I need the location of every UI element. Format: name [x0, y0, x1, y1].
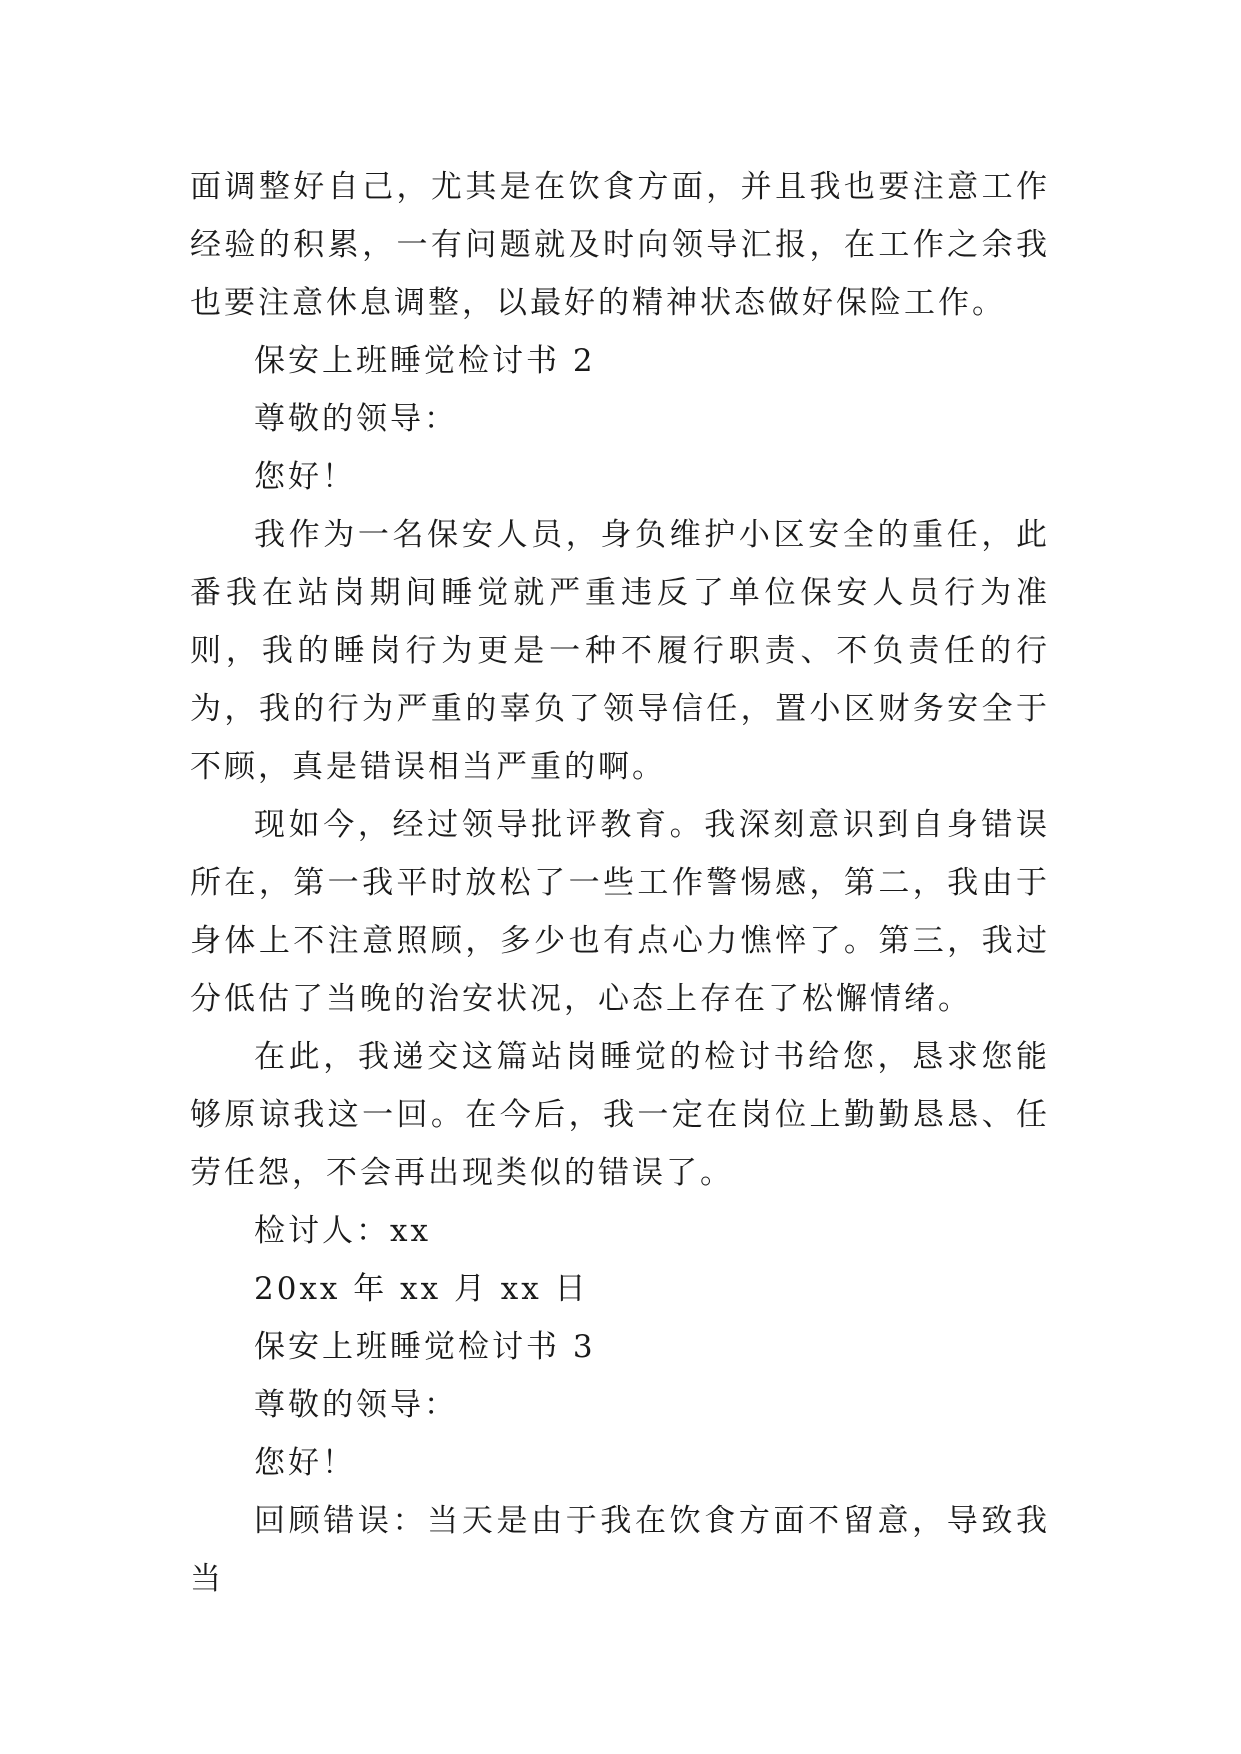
salutation: 尊敬的领导： [254, 401, 458, 437]
salutation: 尊敬的领导： [254, 1387, 458, 1423]
body-paragraph: 现如今，经过领导批评教育。我深刻意识到自身错误所在，第一我平时放松了一些工作警惕感，第二，我由于身体上不注意照顾，多少也有点心力憔悴了。第三，我过分低估了当晚的治安状况，心态上存在了松懈情绪。 [190, 807, 1050, 1017]
document-body [190, 158, 1050, 1608]
section-title-3: 保安上班睡觉检讨书 3 [254, 1329, 596, 1365]
greeting: 您好！ [254, 459, 356, 495]
body-paragraph: 在此，我递交这篇站岗睡觉的检讨书给您，恳求您能够原谅我这一回。在今后，我一定在岗位上勤勤恳恳、任劳任怨，不会再出现类似的错误了。 [190, 1039, 1050, 1191]
body-paragraph: 回顾错误：当天是由于我在饮食方面不留意，导致我当 [190, 1503, 1050, 1597]
date-line: 20xx 年 xx 月 xx 日 [254, 1271, 589, 1307]
section-title-2: 保安上班睡觉检讨书 2 [254, 343, 596, 379]
body-paragraph: 我作为一名保安人员，身负维护小区安全的重任，此番我在站岗期间睡觉就严重违反了单位保安人员行为准则，我的睡岗行为更是一种不履行职责、不负责任的行为，我的行为严重的辜负了领导信任，置小区财务安全于不顾，真是错误相当严重的啊。 [190, 517, 1050, 785]
signature-line: 检讨人：xx [254, 1213, 431, 1249]
greeting: 您好！ [254, 1445, 356, 1481]
paragraph-continuation: 面调整好自己，尤其是在饮食方面，并且我也要注意工作经验的积累，一有问题就及时向领导汇报，在工作之余我也要注意休息调整，以最好的精神状态做好保险工作。 [190, 169, 1050, 321]
